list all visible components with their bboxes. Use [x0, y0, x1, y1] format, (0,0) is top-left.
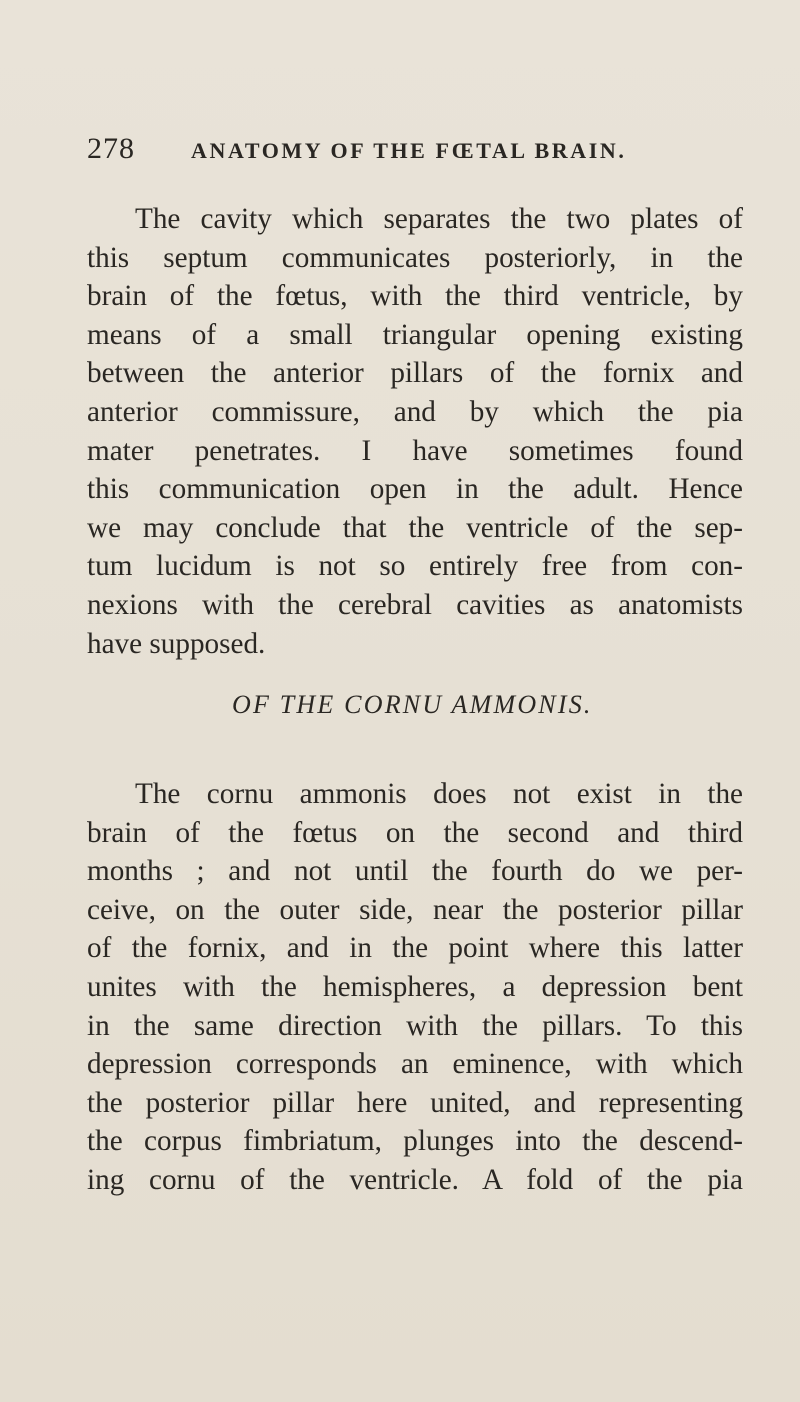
text-line: brain of the fœtus on the second and third — [87, 816, 743, 849]
text-line: have supposed. — [87, 627, 266, 660]
text-line: brain of the fœtus, with the third ventricle, by — [87, 280, 743, 313]
text-line: we may conclude that the ventricle of the sep- — [87, 511, 743, 544]
text-line: between the anterior pillars of the fornix and — [87, 357, 743, 390]
text-line: depression corresponds an eminence, with which — [87, 1048, 743, 1081]
running-title: ANATOMY OF THE FŒTAL BRAIN. — [191, 138, 627, 163]
text-line: this septum communicates posteriorly, in the — [87, 241, 743, 274]
paragraph-septum-cavity — [87, 200, 743, 663]
text-line: means of a small triangular opening existing — [87, 318, 743, 351]
running-head — [87, 132, 747, 172]
text-line: nexions with the cerebral cavities as anatomists — [87, 588, 743, 621]
page-number: 278 — [87, 132, 135, 165]
text-line: in the same direction with the pillars. To this — [87, 1009, 743, 1042]
section-heading: OF THE CORNU AMMONIS. — [232, 690, 593, 719]
text-line: anterior commissure, and by which the pia — [87, 395, 743, 428]
text-line: The cornu ammonis does not exist in the — [135, 778, 743, 810]
text-line: the posterior pillar here united, and representing — [87, 1086, 743, 1119]
text-line: mater penetrates. I have sometimes found — [87, 434, 743, 467]
text-line: unites with the hemispheres, a depression bent — [87, 970, 743, 1003]
text-line: months ; and not until the fourth do we per- — [87, 855, 743, 888]
text-line: ing cornu of the ventricle. A fold of the pia — [87, 1163, 743, 1196]
text-line: of the fornix, and in the point where this latter — [87, 932, 743, 965]
text-line: the corpus fimbriatum, plunges into the descend- — [87, 1125, 743, 1158]
text-line: tum lucidum is not so entirely free from con- — [87, 550, 743, 583]
text-line: ceive, on the outer side, near the posterior pillar — [87, 893, 743, 926]
paragraph-cornu-ammonis — [87, 775, 743, 1200]
text-line: this communication open in the adult. Hence — [87, 473, 743, 506]
text-line: The cavity which separates the two plates of — [135, 203, 743, 235]
